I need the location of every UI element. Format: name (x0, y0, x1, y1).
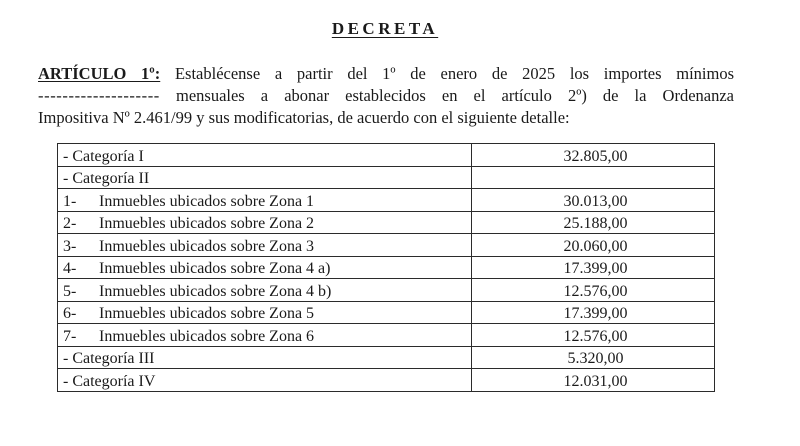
table-row (58, 324, 715, 347)
article-text-2: mensuales a abonar establecidos en el artículo 2º) de la Ordenanza (175, 86, 734, 105)
item-label: Inmuebles ubicados sobre Zona 2 (99, 215, 315, 232)
zone-cell (58, 279, 472, 302)
zone-cell (58, 211, 472, 234)
category-label: - Categoría IV (58, 369, 472, 392)
amount-cell: 12.576,00 (472, 324, 715, 347)
item-number: 6- (63, 305, 77, 322)
amount-cell: 20.060,00 (472, 234, 715, 257)
zone-cell (58, 301, 472, 324)
article-dashes: -------------------- (38, 86, 160, 105)
article-label: ARTÍCULO 1º: (38, 64, 161, 83)
item-number: 5- (63, 282, 77, 300)
table-row (58, 256, 715, 279)
amount-cell: 30.013,00 (472, 189, 715, 212)
amount-cell: 12.576,00 (472, 279, 715, 302)
amount-cell (472, 166, 715, 189)
item-number: 2- (63, 215, 77, 232)
article-line-1 (38, 64, 734, 84)
item-number: 7- (63, 327, 77, 345)
item-number: 3- (63, 237, 77, 255)
article-line-2 (38, 86, 734, 106)
table-row (58, 369, 715, 392)
amount-cell: 17.399,00 (472, 301, 715, 324)
item-label: Inmuebles ubicados sobre Zona 4 b) (99, 282, 332, 300)
zone-cell (58, 324, 472, 347)
amount-cell: 32.805,00 (472, 144, 715, 167)
article-text-1: Establécense a partir del 1º de enero de 2025 los importes mínimos (174, 64, 734, 83)
rates-table (57, 143, 715, 392)
table-row (58, 234, 715, 257)
amount-cell: 25.188,00 (472, 211, 715, 234)
decree-heading: DECRETA (331, 19, 439, 38)
table-row (58, 211, 715, 234)
amount-cell: 5.320,00 (472, 346, 715, 369)
zone-cell (58, 256, 472, 279)
amount-cell: 17.399,00 (472, 256, 715, 279)
table-row (58, 346, 715, 369)
table-row (58, 166, 715, 189)
item-number: 4- (63, 260, 77, 277)
table-row (58, 301, 715, 324)
item-label: Inmuebles ubicados sobre Zona 5 (99, 305, 315, 322)
table-row (58, 189, 715, 212)
item-label: Inmuebles ubicados sobre Zona 4 a) (99, 260, 331, 277)
amount-cell: 12.031,00 (472, 369, 715, 392)
table-row (58, 279, 715, 302)
zone-cell (58, 189, 472, 212)
item-label: Inmuebles ubicados sobre Zona 3 (99, 237, 315, 255)
category-label: - Categoría III (58, 346, 472, 369)
category-label: - Categoría II (58, 166, 472, 189)
item-label: Inmuebles ubicados sobre Zona 6 (99, 327, 315, 345)
item-label: Inmuebles ubicados sobre Zona 1 (99, 192, 315, 210)
category-label: - Categoría I (58, 144, 472, 167)
article-line-3: Impositiva Nº 2.461/99 y sus modificatorias, de acuerdo con el siguiente detalle: (38, 108, 570, 127)
item-number: 1- (63, 192, 77, 210)
table-row (58, 144, 715, 167)
zone-cell (58, 234, 472, 257)
